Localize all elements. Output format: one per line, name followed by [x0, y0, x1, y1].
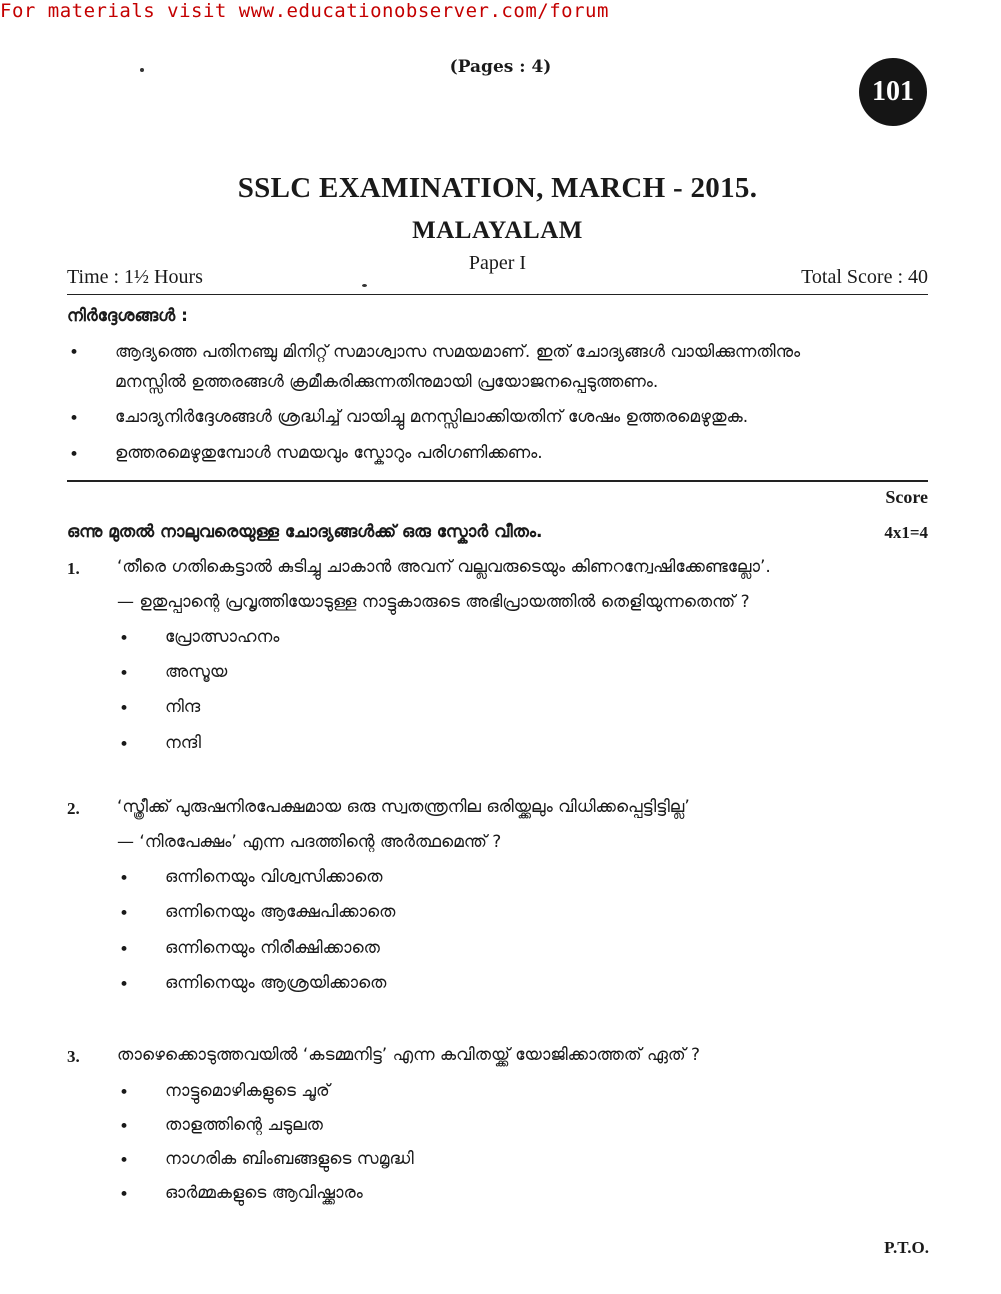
question-text: — ‘നിരപേക്ഷം’ എന്ന പദത്തിന്റെ അർത്ഥമെന്ത് ? [117, 832, 502, 852]
instruction-line: ഉത്തരമെഴുതുമ്പോൾ സമയവും സ്കോറും പരിഗണിക്കണം. [115, 443, 543, 463]
instructions-rule [67, 480, 928, 482]
scan-speck [140, 68, 144, 72]
scan-speck [362, 284, 367, 287]
option-text: ഓർമ്മകളുടെ ആവിഷ്ക്കാരം [165, 1183, 363, 1203]
option-bullet: • [119, 699, 130, 719]
option-bullet: • [119, 940, 130, 960]
option-bullet: • [119, 1151, 130, 1171]
option-bullet: • [119, 975, 130, 995]
question-code-badge: 101 [859, 58, 927, 126]
option-text: നന്ദി [165, 733, 201, 753]
option-text: നാട്ടുമൊഴികളുടെ ചൂര് [165, 1081, 330, 1101]
option-bullet: • [119, 735, 130, 755]
section-score: 4x1=4 [884, 523, 928, 542]
option-bullet: • [119, 1083, 130, 1103]
time-allowed: Time : 1½ Hours [67, 266, 203, 288]
option-bullet: • [119, 629, 130, 649]
instructions-heading: നിർദ്ദേശങ്ങൾ : [67, 306, 188, 326]
subject-title: MALAYALAM [412, 217, 583, 244]
page-count: (Pages : 4) [449, 57, 552, 77]
option-bullet: • [119, 1117, 130, 1137]
question-number: 3. [67, 1047, 80, 1066]
instruction-line: ചോദ്യനിർദ്ദേശങ്ങൾ ശ്രദ്ധിച്ച് വായിച്ചു മനസ്സിലാക്കിയതിന് ശേഷം ഉത്തരമെഴുതുക. [115, 407, 749, 427]
question-text: — ഉതുപ്പാന്റെ പ്രവൃത്തിയോടുള്ള നാട്ടുകാരുടെ അഭിപ്രായത്തിൽ തെളിയുന്നതെന്ത് ? [117, 592, 750, 612]
bullet: • [69, 343, 80, 363]
option-text: ഒന്നിനെയും നിരീക്ഷിക്കാതെ [165, 938, 380, 958]
option-bullet: • [119, 904, 130, 924]
option-text: ഒന്നിനെയും വിശ്വസിക്കാതെ [165, 867, 383, 887]
bullet: • [69, 409, 80, 429]
option-text: നിന്ദ [165, 697, 201, 717]
option-text: പ്രോത്സാഹനം [165, 627, 280, 647]
question-number: 1. [67, 559, 80, 578]
question-text: ‘സ്ത്രീക്ക് പുരുഷനിരപേക്ഷമായ ഒരു സ്വതന്ത്രനില ഒരിയ്ക്കലും വിധിക്കപ്പെട്ടിട്ടില്ല’ [117, 797, 690, 817]
section-heading: ഒന്നു മുതൽ നാലുവരെയുള്ള ചോദ്യങ്ങൾക്ക് ഒരു സ്കോർ വീതം. [67, 522, 543, 542]
instruction-line: ആദ്യത്തെ പതിനഞ്ചു മിനിറ്റ് സമാശ്വാസ സമയമാണ്. ഇത് ചോദ്യങ്ങൾ വായിക്കുന്നതിനും [115, 342, 801, 362]
instruction-line: മനസ്സിൽ ഉത്തരങ്ങൾ ക്രമീകരിക്കുന്നതിനുമായി പ്രയോജനപ്പെടുത്തണം. [115, 372, 659, 392]
watermark-text: For materials visit www.educationobserver.com/forum [0, 0, 609, 22]
question-number: 2. [67, 799, 80, 818]
bullet: • [69, 445, 80, 465]
question-text: താഴെക്കൊടുത്തവയിൽ ‘കടമ്മനിട്ട’ എന്ന കവിതയ്ക്ക് യോജിക്കാത്തത് ഏത് ? [117, 1045, 701, 1065]
score-column-label: Score [885, 487, 928, 507]
option-text: ഒന്നിനെയും ആക്ഷേപിക്കാതെ [165, 902, 396, 922]
question-text: ‘തീരെ ഗതികെട്ടാൽ കുടിച്ചു ചാകാൻ അവന് വല്ലവരുടെയും കിണറന്വേഷിക്കേണ്ടല്ലോ’. [117, 557, 771, 577]
total-score: Total Score : 40 [801, 266, 928, 288]
option-text: നാഗരിക ബിംബങ്ങളുടെ സമൃദ്ധി [165, 1149, 414, 1169]
option-text: ഒന്നിനെയും ആശ്രയിക്കാതെ [165, 973, 387, 993]
option-bullet: • [119, 664, 130, 684]
header-rule [67, 294, 928, 295]
option-bullet: • [119, 869, 130, 889]
exam-title: SSLC EXAMINATION, MARCH - 2015. [237, 172, 758, 204]
pto-label: P.T.O. [884, 1238, 929, 1257]
option-bullet: • [119, 1185, 130, 1205]
paper-label: Paper I [468, 252, 527, 274]
option-text: അസൂയ [165, 662, 228, 682]
option-text: താളത്തിന്റെ ചടുലത [165, 1115, 323, 1135]
